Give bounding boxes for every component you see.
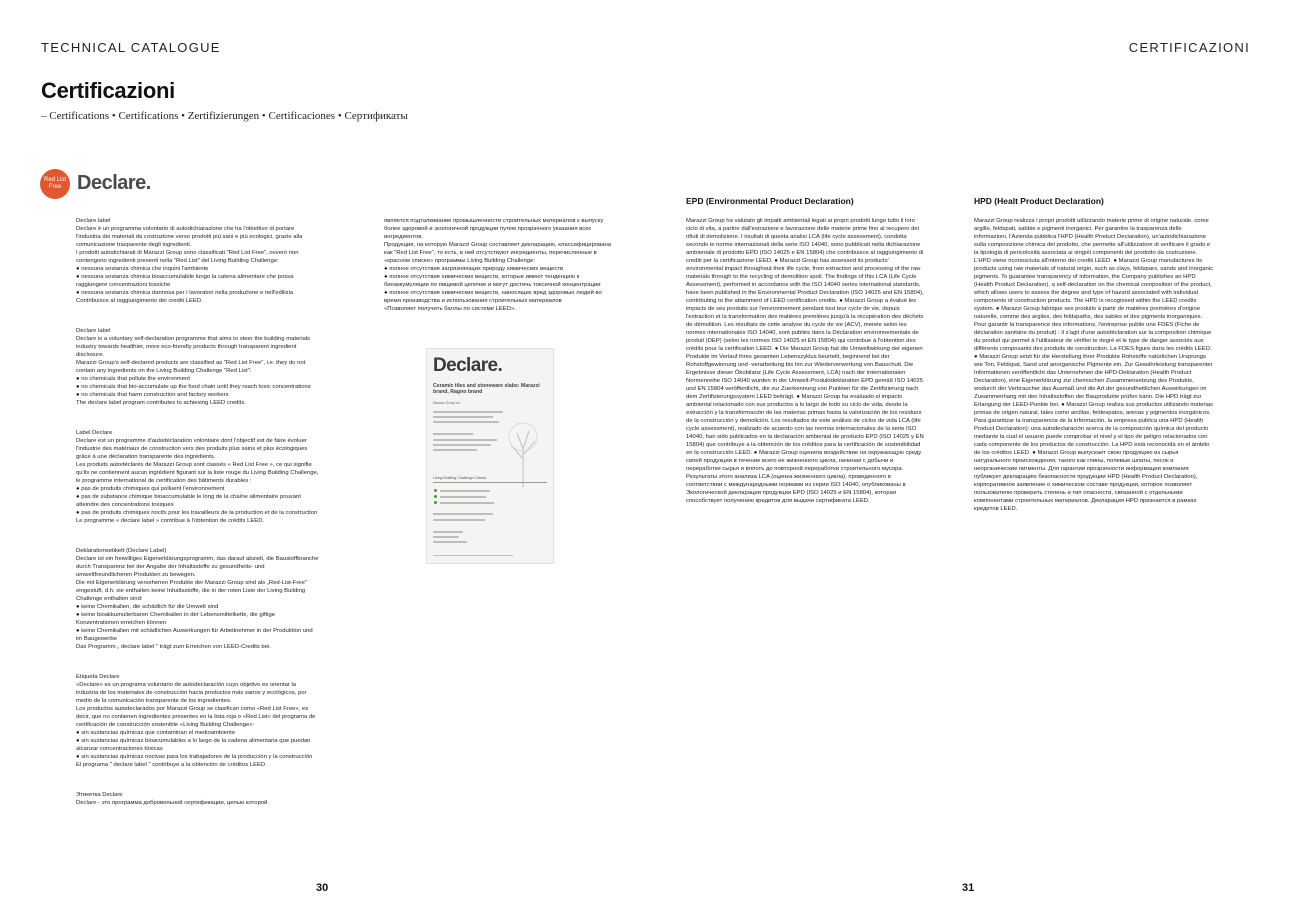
text-line: Les produits autodéclarés de Marazzi Group sont classés « Red List Free », ce qui signifie qu'ils ne contiennent aucun ingrédient figurant sur la liste rouge du Living Building Challenge, le programme international de certification des bâtiments durables : (76, 462, 319, 484)
text-line: ● sin sustancias químicas que contaminan el medioambiente (76, 730, 236, 736)
declare-russian-continued (384, 217, 616, 313)
text-line: «Позволяет получить баллы по системе LEED». (384, 306, 516, 312)
text-line: I prodotti autodichiarati di Marazzi Group sono classificati "Red List Free", ovvero non contengono ingredienti presenti nella "Red List" del Living Building Challenge: (76, 250, 299, 264)
declare-block-ru (76, 791, 319, 807)
certificate-footer-bar (433, 555, 513, 556)
hpd-heading: HPD (Healt Product Declaration) (974, 196, 1104, 206)
certificate-text-bar (433, 411, 503, 413)
text-line: El programa " declare label " contribuye a la obtención de créditos LEED. (76, 762, 267, 768)
declare-logo-word: Declare. (77, 172, 151, 194)
text-line: ● полное отсутствие химических веществ, наносящих вред здоровью людей во время производства и использования строительных материалов (384, 290, 602, 304)
certificate-text-bar (433, 513, 493, 515)
hpd-text: Marazzi Group realizza i propri prodotti utilizzando materie prime di origine naturale, come argille, feldspati, sabbie e pigmenti inorganici. Per garantire la trasparenza delle informazioni, l'Azienda pubblica l'HPD (Health Product Declaration), un'autodichiarazione sulla composizione chimica del prodotto, che permette all'utilizzatore di verificare il grado e la tipologia di pericolosità associata ai singoli componenti del prodotto da costruzione. L'HPD viene riconosciuta all'interno dei crediti LEED. ● Marazzi Group manufactures its products using raw materials of natural origin, such as clays, feldspars, sands and inorganic pigments. To guarantee transparency of information, the Company publishes an HPD (Health Product Declaration), a self-declaration on the chemical composition of the product, which allows users to assess the degree and type of hazard associated with individual components of construction products. The HPD is recognised within the LEED credits system. ● Marazzi Group fabrique ses produits à partir de matières premières d'origine naturelle, comme des argiles, des feldspaths, des sables et des pigments inorganiques. Pour garantir la transparence des informations, l'entreprise publie une FDES (Fiche de déclaration sanitaire du produit) : il s'agit d'une autodéclaration sur la composition chimique du produit qui permet à l'utilisateur de vérifier le degré et le type de danger associés aux différents composants des produits de construction. La FDES figure dans les crédits LEED. ● Marazzi Group setzt für die Herstellung ihrer Produkte Rohstoffe natürlichen Ursprungs wie Ton, Feldspat, Sand und anorganische Pigmente ein. Zur Gewährleistung transparenter Informationen veröffentlicht das Unternehmen die HPD-Deklaration (Health Product Declaration), eine Eigenerklärung zur chemischen Zusammensetzung des Produkts, wodurch der Verbraucher das Ausmaß und die Art der gesundheitlichen Auswirkungen im Zusammenhang mit den Inhaltsstoffen der Bauprodukte prüfen kann. Die HPD trägt zur Erlangung der LEED-Punkte bei. ● Marazzi Group realiza sus productos utilizando materias primas de origen natural, tales como arcillas, feldespatos, arenas y pigmentos inorgánicos. Para garantizar la transparencia de la información, la empresa publica una HPD (Health Product Declaration): una autodeclaración acerca de la composición química del producto mediante la cual el usuario puede comprobar el nivel y el tipo de peligro relacionados con cada componente de los productos de construcción. La HPD está reconocida en el ámbito de los créditos LEED. ● Marazzi Group выпускает свою продукцию из сырья натурального происхождения, такого как глины, полевые шпаты, песок и неорганические пигменты. Для гарантии прозрачности информации компания публикует декларацию безопасности продукции HPD (Health Product Declaration), корпоративное заявление о химическом составе продукции, которое позволяет пользователю проверить степень и тип опасности, связанной с отдельными компонентами строительных материалов. Декларация HPD признается в рамках кредитов LEED. (974, 218, 1214, 512)
certificate-product-line: Ceramic tiles and stoneware slabs: Marazzi brand, Ragno brand (433, 383, 540, 395)
text-line: «Declare» es un programa voluntario de autodeclaración cuyo objetivo es orientar la industria de los materiales de construcción hacia productos más sanos y ecológicos, por medio de la comunicación transparente de los ingredientes. (76, 682, 307, 704)
text-line: Declare ist ein freiwilliges Eigenerklärungsprogramm, das darauf abzielt, die Baustoffbranche durch Transparenz bei der Angabe der Inhaltsstoffe zu gesundheits- und umweltfreundlicheren Produkten zu bewegen. (76, 556, 319, 578)
certificate-text-bar (433, 421, 499, 423)
certificate-text-bar (433, 519, 485, 521)
certificate-logo: Declare. (433, 355, 503, 376)
text-line: ● sin sustancias químicas nocivas para los trabajadores de la producción y la construcción (76, 754, 313, 760)
page-number-right: 31 (962, 882, 975, 894)
text-line: Этикетка Declare (76, 792, 123, 798)
text-line: Declare is a voluntary self-declaration programme that aims to steer the building materials industry towards healthier, more eco-friendly products through transparent ingredient disclosure. (76, 336, 311, 358)
certificate-text-bar (433, 433, 473, 435)
page-number-left: 30 (316, 882, 329, 894)
certificate-text-bar (440, 502, 494, 504)
certificate-lbc-label: Living Building Challenge Criteria (433, 476, 486, 480)
certificate-text-bar (433, 536, 459, 538)
red-list-free-badge: Red List Free (40, 169, 70, 199)
header-left-title: TECHNICAL CATALOGUE (41, 40, 221, 55)
certificate-text-bar (440, 496, 486, 498)
text-line: ● keine bioakkumulierbaren Chemikalien in der Lebensmittelkette, die giftige Konzentrationen erreichen können (76, 612, 276, 626)
tree-watermark-icon (499, 419, 547, 489)
text-line: Declare label (76, 218, 111, 224)
text-line: Le programme « declare label » contribue à l'obtention de crédits LEED. (76, 518, 265, 524)
page-subtitle: – Certifications • Certifications • Zertifizierungen • Certificaciones • Сертификаты (41, 110, 408, 122)
certificate-company: Marazzi Group srl (433, 401, 460, 405)
text-line: ● nessuna sostanza chimica dannosa per i lavoratori nella produzione e nell'edilizia (76, 290, 294, 296)
declare-block-it (76, 217, 319, 305)
text-line: Etiqueta Declare (76, 674, 120, 680)
text-line: ● no chemicals that harm construction and factory workers (76, 392, 229, 398)
text-line: Declare label (76, 328, 111, 334)
text-line: Продукция, на которую Marazzi Group составляет декларацию, классифицирована как "Red List Free", то есть, в ней отсутствуют ингредиенты, перечисленные в «красном списке» программы Living Building Challenge: (384, 242, 611, 264)
text-line: ● полное отсутствие загрязняющих природу химических веществ (384, 266, 564, 272)
text-line: The declare label program contributes to achieving LEED credits. (76, 400, 246, 406)
text-line: Label Declare (76, 430, 113, 436)
certificate-divider (433, 482, 547, 483)
header-right-title: CERTIFICAZIONI (1128, 40, 1250, 55)
declare-block-fr (76, 429, 319, 525)
declare-logo (40, 169, 160, 199)
text-line: Declare est un programme d'autodéclaration volontaire dont l'objectif est de faire évoluer l'industrie des matériaux de construction vers des produits plus sains et plus écologiques grâce à une déclaration transparente des ingrédients. (76, 438, 308, 460)
declare-block-de (76, 547, 319, 651)
text-line: ● keine Chemikalien mit schädlichen Auswirkungen für Arbeitnehmer in der Produktion und im Baugewerbe (76, 628, 313, 642)
certificate-text-bar (433, 416, 493, 418)
certificate-text-bar (433, 444, 491, 446)
text-line: Declare è un programma volontario di autodichiarazione che ha l'obiettivo di portare l'industria dei materiali da costruzione verso prodotti più sani e più ecologici, grazie alla comunicazione trasparente degli ingredienti. (76, 226, 303, 248)
text-line: ● nessuna sostanza chimica che inquini l'ambiente (76, 266, 209, 272)
certificate-text-bar (433, 541, 467, 543)
text-line: ● pas de produits chimiques qui polluent l'environnement (76, 486, 225, 492)
text-line: Deklarationsetikett (Declare Label) (76, 548, 167, 554)
text-line: Marazzi Group's self-declared products are classified as "Red List Free", i.e. they do not contain any ingredients on the Living Building Challenge "Red List": (76, 360, 306, 374)
text-line: является подталкивание промышленности строительных материалов к выпуску более здоровой и экологичной продукции путем прозрачного указания всех ингредиентов. (384, 218, 604, 240)
certificate-text-bar (433, 449, 477, 451)
text-line: ● no chemicals that bio-accumulate up the food chain until they reach toxic concentrations (76, 384, 311, 390)
text-line: ● sin sustancias químicas bioacumulables a lo largo de la cadena alimentaria que puedan alcanzar concentraciones tóxicas (76, 738, 311, 752)
text-line: Das Programm „ declare label " trägt zum Erreichen von LEED-Credits bei. (76, 644, 271, 650)
text-line: Los productos autodeclarados por Marazzi Group se clasifican como «Red List Free», es decir, que no contienen ingredientes presentes en la lista roja o «Red List» del programa de certificación de construcción sostenible «Living Building Challenge»: (76, 706, 316, 728)
certificate-text-bar (440, 490, 490, 492)
status-dot-icon (434, 495, 437, 498)
status-dot-icon (434, 501, 437, 504)
text-line: ● nessuna sostanza chimica bioaccumulabile lungo la catena alimentare che possa raggiungere concentrazioni tossiche (76, 274, 294, 288)
declare-certificate-image (426, 348, 554, 564)
declare-block-es (76, 673, 319, 769)
text-line: Declare - это программа добровольной сертификации, целью которой (76, 800, 268, 806)
text-line: ● полное отсутствие химических веществ, которые имеют тенденцию к биоаккумуляции по пищевой цепочке и могут достичь токсичной концентрации (384, 274, 601, 288)
text-line: ● pas de substance chimique bioaccumulable le long de la chaîne alimentaire pouvant atteindre des concentrations toxiques (76, 494, 301, 508)
status-dot-icon (434, 489, 437, 492)
certificate-text-bar (433, 531, 463, 533)
certificate-text-bar (433, 439, 497, 441)
text-line: Die mit Eigenerklärung versehenen Produkte der Marazzi Group sind als „Red-List-Free" eingestuft, d.h. sie enthalten keine Inhaltsstoffe, die in der roten Liste der Living Building Challenge enthalten sind: (76, 580, 307, 602)
text-line: ● keine Chemikalien, die schädlich für die Umwelt sind (76, 604, 219, 610)
text-line: ● no chemicals that pollute the environment (76, 376, 190, 382)
page-title: Certificazioni (41, 78, 175, 103)
epd-heading: EPD (Environmental Product Declaration) (686, 196, 854, 206)
declare-block-en (76, 327, 319, 407)
text-line: Contribuisce al raggiungimento dei crediti LEED. (76, 298, 203, 304)
text-line: ● pas de produits chimiques nocifs pour les travailleurs de la production et de la construction (76, 510, 318, 516)
declare-text-column (76, 217, 319, 829)
epd-text: Marazzi Group ha valutato gli impatti ambientali legati ai propri prodotti lungo tutto il loro ciclo di vita, a partire dall'estrazione e lavorazione delle materie prime fino al recupero dei rifiuti di demolizione. I risultati di questa analisi LCA (life cycle assessment), condotta secondo le norme internazionali della serie ISO 14040, sono pubblicati nella dichiarazione ambientale di prodotto EPD (ISO 14025 e EN 15804) che contribuisce al raggiungimento di crediti per la certificazione LEED. ● Marazzi Group has assessed its products' environmental impact throughout their life cycle, from extraction and processing of the raw materials through to the recycling of demolition spoil. The findings of this LCA (Life Cycle Assessment), performed in accordance with the ISO 14040 series international standards, have been published in the Environmental Product Declaration (ISO 14025 and EN 15804), contributing to the attainment of LEED certification credits. ● Marazzi Group a évalué les impacts de ses produits sur l'environnement pendant tout leur cycle de vie, depuis l'extraction et la transformation des matières premières jusqu'à la récupération des déchets de démolition. Les résultats de cette analyse du cycle de vie (ACV), menée selon les normes internationales ISO 14040, sont publiés dans la Déclaration environnementale de produit (DEP) (selon les normes ISO 14025 et EN 15804) qui contribue à l'obtention des crédits pour la certification LEED. ● Die Marazzi Group hat die Umweltwirkung der eigenen Produkte im Verlauf ihres gesamten Lebenszyklus beurteilt, beginnend bei der Rohstoffgewinnung und -verarbeitung bis hin zur Wiederverwertung von Bauschutt. Die Ergebnisse dieser Ökobilanz (Life Cycle Assessment, LCA) nach der internationalen Normenreihe ISO 14040 wurden in der Umwelt-Produktdeklaration EPD gemäß ISO 14025 und EN 15804 veröffentlicht, die zur Zuerkennung von Punkten für die Zertifizierung nach dem Zertifizierungssystem LEED beiträgt. ● Marazzi Group ha evaluado el impacto ambiental relacionado con sus productos a lo largo de todo su ciclo de vida, desde la extracción y la transformación de las materias primas hasta la valorización de los residuos de la construcción y demolición. Los resultados de este análisis de ciclos de vida LCA (life cycle assessment), realizado de acuerdo con las normas internacionales de la serie ISO 14040, han sido publicados en la declaración ambiental de producto EPD (ISO 14025 y EN 15804) que contribuye a la obtención de los créditos para la certificación de sostenibilidad en la construcción LEED. ● Marazzi Group оценила воздействие на окружающую среду своей продукции в течение всего ее жизненного цикла, начиная с добычи и переработки сырья и вплоть до повторной переработки строительного мусора. Результаты этого анализа LCA (оценка жизненного цикла), проведенного в соответствии с международными нормами из серии ISO 14040, опубликованы в Экологической декларации продукции EPD (ISO 14025 и EN 15804), которая способствует получению кредитов для выдачи сертификата LEED. (686, 218, 924, 504)
